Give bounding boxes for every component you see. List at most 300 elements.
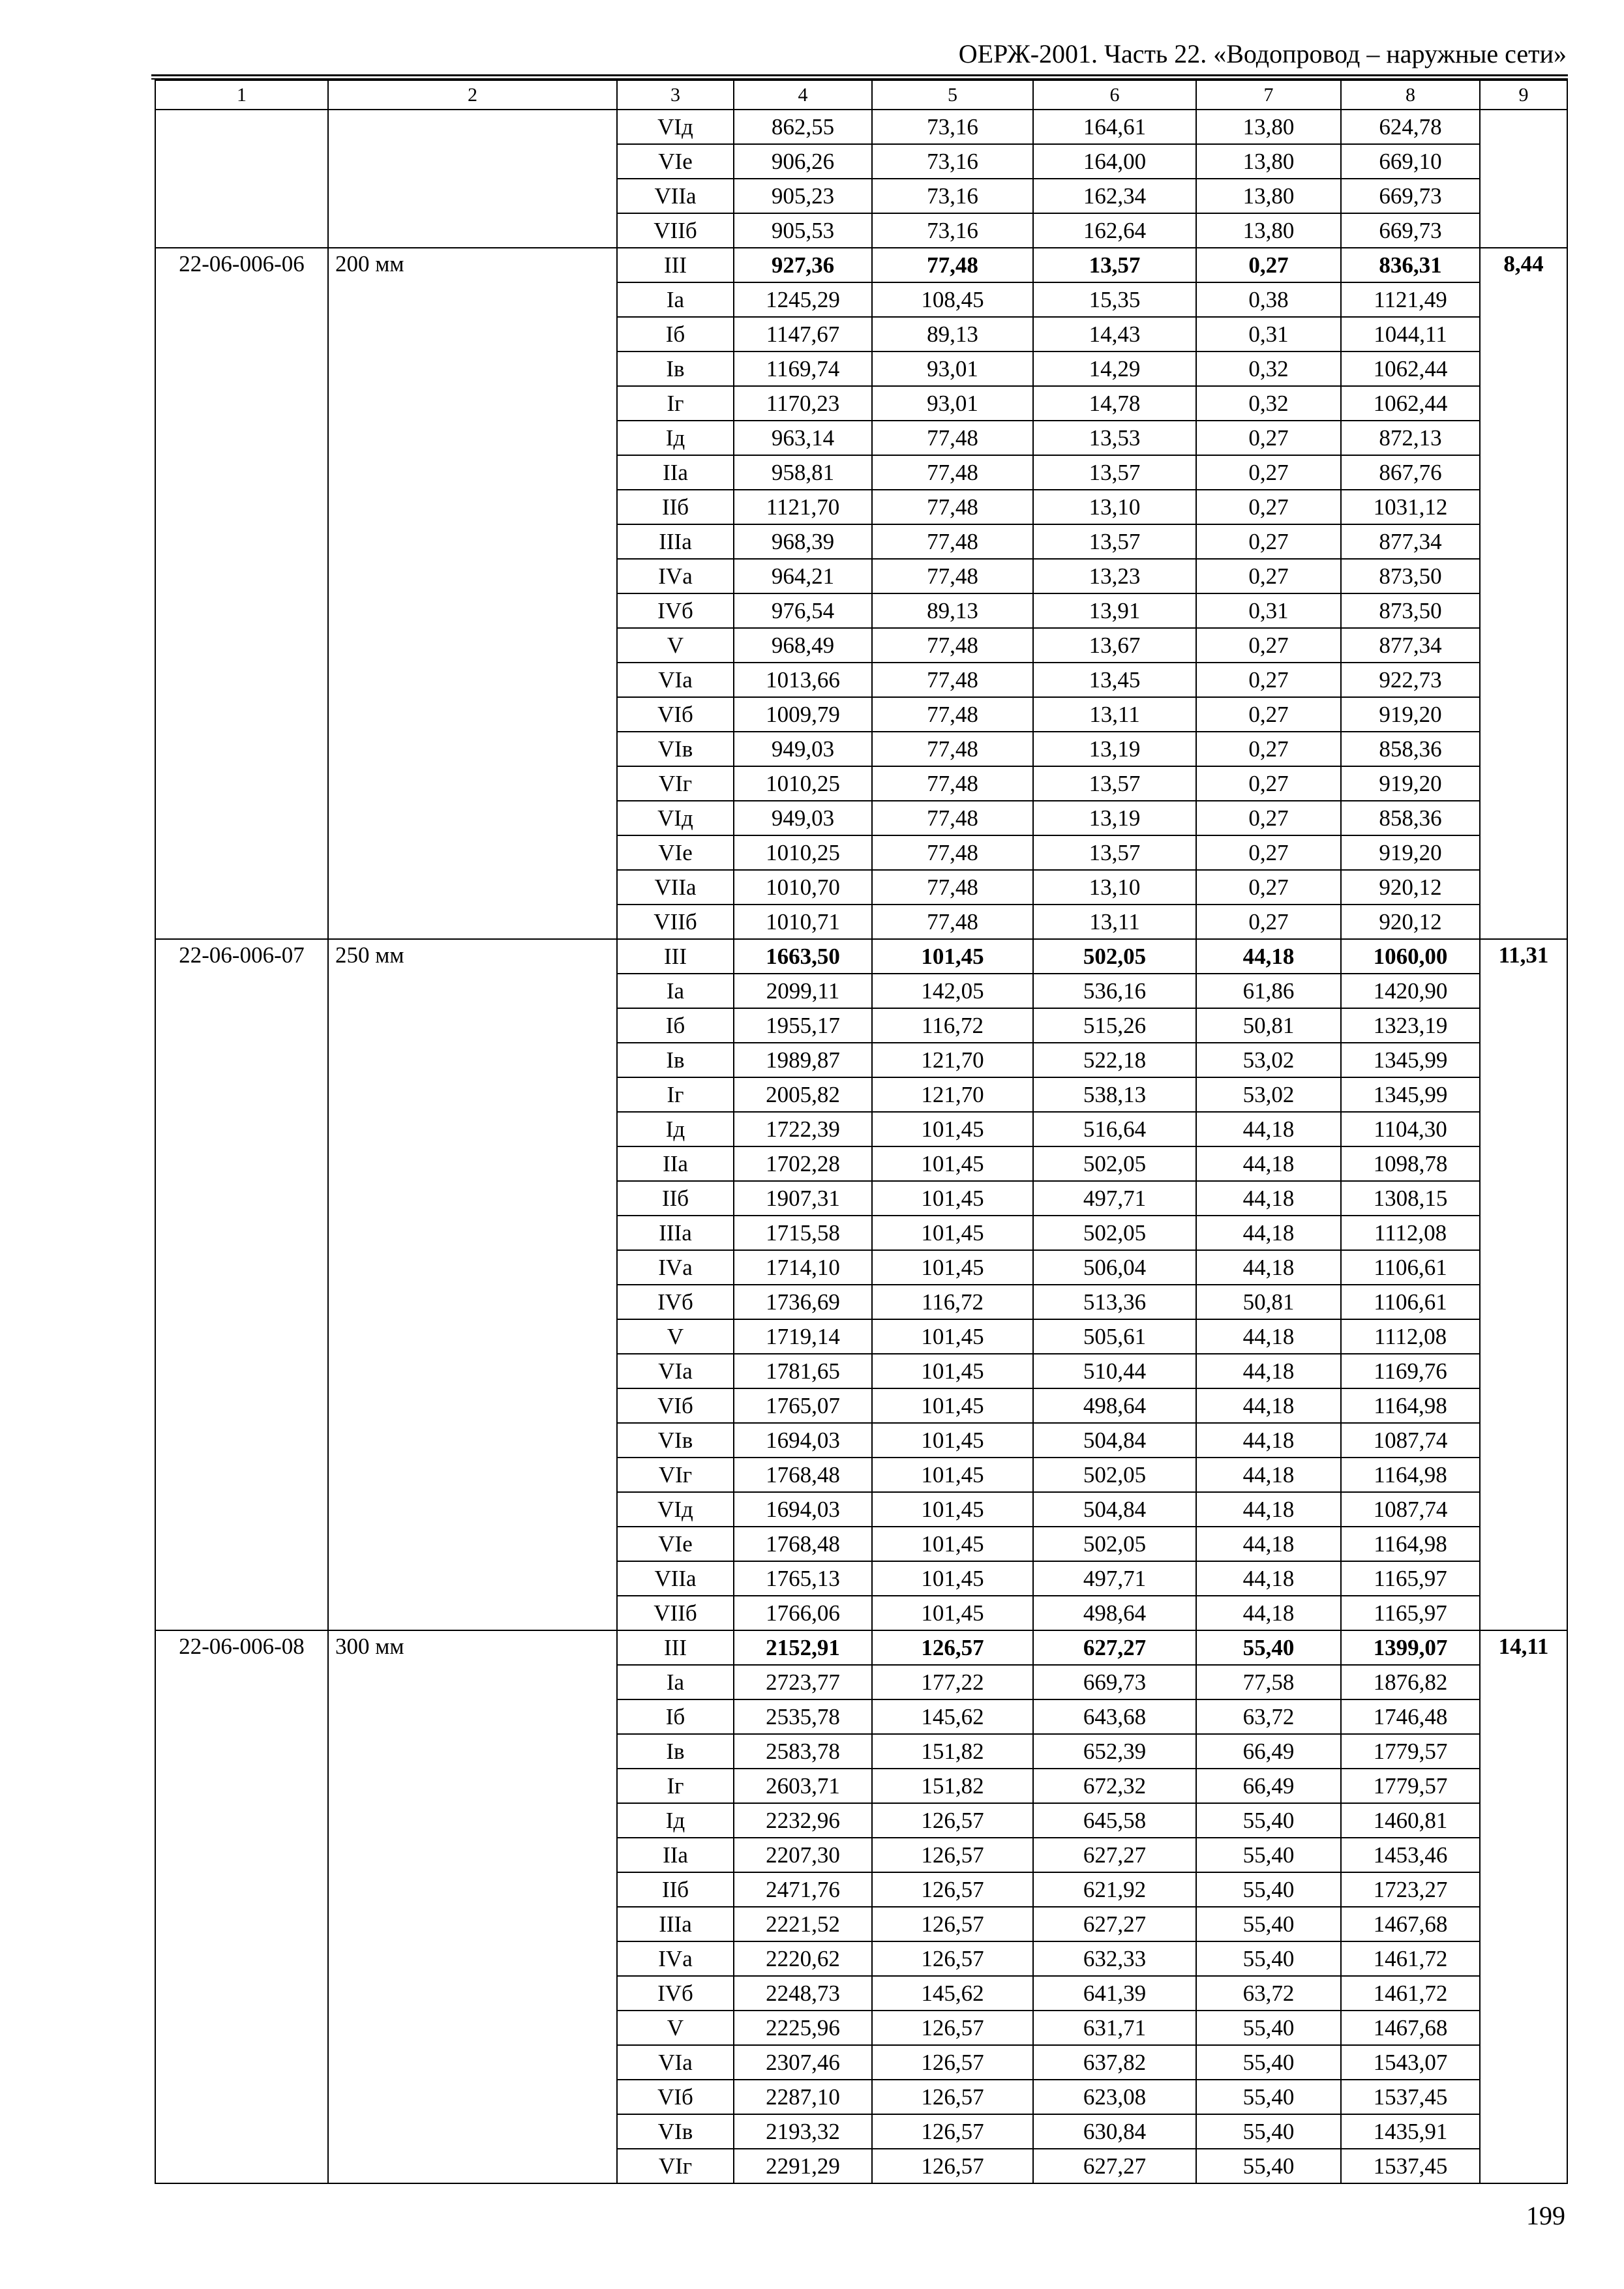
category-cell: VIв: [617, 2114, 734, 2149]
value-cell: 0,31: [1196, 593, 1341, 628]
category-cell: Iв: [617, 352, 734, 386]
value-cell: 2535,78: [734, 1699, 872, 1734]
value-cell: 1467,68: [1341, 1907, 1480, 1941]
category-cell: VIг: [617, 1458, 734, 1492]
category-cell: IVа: [617, 1941, 734, 1976]
value-cell: 1106,61: [1341, 1285, 1480, 1319]
value-cell: 55,40: [1196, 2045, 1341, 2080]
value-cell: 919,20: [1341, 835, 1480, 870]
value-cell: 919,20: [1341, 697, 1480, 732]
category-cell: VIIа: [617, 1561, 734, 1596]
column-number: 3: [617, 80, 734, 110]
value-cell: 506,04: [1033, 1250, 1196, 1285]
value-cell: 0,27: [1196, 490, 1341, 524]
value-cell: 949,03: [734, 801, 872, 835]
value-cell: 522,18: [1033, 1043, 1196, 1077]
value-cell: 14,43: [1033, 317, 1196, 352]
value-cell: 44,18: [1196, 1492, 1341, 1527]
value-cell: 976,54: [734, 593, 872, 628]
value-cell: 63,72: [1196, 1699, 1341, 1734]
category-cell: V: [617, 2011, 734, 2045]
value-cell: 126,57: [872, 2011, 1033, 2045]
value-cell: 504,84: [1033, 1423, 1196, 1458]
value-cell: 905,53: [734, 213, 872, 248]
value-cell: 13,57: [1033, 524, 1196, 559]
value-cell: 77,58: [1196, 1665, 1341, 1699]
value-cell: 77,48: [872, 835, 1033, 870]
value-cell: 1779,57: [1341, 1734, 1480, 1769]
value-cell: 2232,96: [734, 1803, 872, 1838]
value-cell: 502,05: [1033, 1146, 1196, 1181]
category-cell: VIе: [617, 1527, 734, 1561]
value-cell: 1087,74: [1341, 1492, 1480, 1527]
value-cell: 631,71: [1033, 2011, 1196, 2045]
category-cell: Iб: [617, 1008, 734, 1043]
value-cell: 1722,39: [734, 1112, 872, 1146]
value-cell: 1537,45: [1341, 2080, 1480, 2114]
value-cell: 14,29: [1033, 352, 1196, 386]
value-cell: 55,40: [1196, 1907, 1341, 1941]
category-cell: Iа: [617, 282, 734, 317]
value-cell: 55,40: [1196, 2149, 1341, 2183]
category-cell: IIа: [617, 1838, 734, 1872]
value-cell: 0,32: [1196, 386, 1341, 421]
value-cell: 1010,25: [734, 766, 872, 801]
value-cell: 2221,52: [734, 1907, 872, 1941]
value-cell: 0,27: [1196, 559, 1341, 593]
value-cell: 1165,97: [1341, 1596, 1480, 1630]
value-cell: 1121,70: [734, 490, 872, 524]
item-code: 22-06-006-06: [155, 248, 328, 939]
value-cell: 1781,65: [734, 1354, 872, 1388]
value-cell: 1062,44: [1341, 352, 1480, 386]
category-cell: VIд: [617, 1492, 734, 1527]
category-cell: Iд: [617, 1112, 734, 1146]
value-cell: 632,33: [1033, 1941, 1196, 1976]
category-cell: Iг: [617, 386, 734, 421]
value-cell: 623,08: [1033, 2080, 1196, 2114]
value-cell: 1989,87: [734, 1043, 872, 1077]
category-cell: Iб: [617, 1699, 734, 1734]
size-cell: [328, 110, 617, 248]
value-cell: 55,40: [1196, 1803, 1341, 1838]
value-cell: 949,03: [734, 732, 872, 766]
category-cell: VIб: [617, 2080, 734, 2114]
value-cell: 0,27: [1196, 697, 1341, 732]
value-cell: 15,35: [1033, 282, 1196, 317]
value-cell: 14,78: [1033, 386, 1196, 421]
category-cell: VIб: [617, 1388, 734, 1423]
value-cell: 1323,19: [1341, 1008, 1480, 1043]
value-cell: 1694,03: [734, 1423, 872, 1458]
value-cell: 919,20: [1341, 766, 1480, 801]
value-cell: 44,18: [1196, 1354, 1341, 1388]
value-cell: 73,16: [872, 213, 1033, 248]
value-cell: 1543,07: [1341, 2045, 1480, 2080]
value-cell: 836,31: [1341, 248, 1480, 282]
category-cell: IVб: [617, 593, 734, 628]
value-cell: 177,22: [872, 1665, 1033, 1699]
value-cell: 13,45: [1033, 663, 1196, 697]
value-cell: 126,57: [872, 1838, 1033, 1872]
value-cell: 162,64: [1033, 213, 1196, 248]
value-cell: 101,45: [872, 1181, 1033, 1216]
value-cell: 1876,82: [1341, 1665, 1480, 1699]
value-cell: 858,36: [1341, 732, 1480, 766]
value-cell: 0,38: [1196, 282, 1341, 317]
value-cell: 101,45: [872, 1423, 1033, 1458]
value-cell: 963,14: [734, 421, 872, 455]
page-number: 199: [1526, 2201, 1565, 2230]
value-cell: 101,45: [872, 1458, 1033, 1492]
value-cell: 77,48: [872, 766, 1033, 801]
value-cell: 126,57: [872, 2114, 1033, 2149]
value-cell: 13,80: [1196, 179, 1341, 213]
value-cell: 2193,32: [734, 2114, 872, 2149]
value-cell: 145,62: [872, 1976, 1033, 2011]
column-number: 2: [328, 80, 617, 110]
value-cell: 627,27: [1033, 1838, 1196, 1872]
total-cell: [1480, 110, 1567, 248]
table-row: [155, 1630, 1567, 1665]
category-cell: VIв: [617, 1423, 734, 1458]
value-cell: 145,62: [872, 1699, 1033, 1734]
category-cell: VIа: [617, 1354, 734, 1388]
value-cell: 73,16: [872, 144, 1033, 179]
value-cell: 1164,98: [1341, 1527, 1480, 1561]
value-cell: 1663,50: [734, 939, 872, 974]
value-cell: 905,23: [734, 179, 872, 213]
value-cell: 858,36: [1341, 801, 1480, 835]
value-cell: 505,61: [1033, 1319, 1196, 1354]
value-cell: 621,92: [1033, 1872, 1196, 1907]
value-cell: 13,57: [1033, 248, 1196, 282]
value-cell: 13,19: [1033, 801, 1196, 835]
category-cell: VIв: [617, 732, 734, 766]
value-cell: 126,57: [872, 1630, 1033, 1665]
value-cell: 1104,30: [1341, 1112, 1480, 1146]
value-cell: 1955,17: [734, 1008, 872, 1043]
value-cell: 142,05: [872, 974, 1033, 1008]
value-cell: 44,18: [1196, 1250, 1341, 1285]
value-cell: 77,48: [872, 732, 1033, 766]
value-cell: 922,73: [1341, 663, 1480, 697]
category-cell: VIд: [617, 110, 734, 144]
value-cell: 862,55: [734, 110, 872, 144]
value-cell: 1010,70: [734, 870, 872, 905]
value-cell: 1467,68: [1341, 2011, 1480, 2045]
pipe-diameter: 200 мм: [328, 248, 617, 939]
category-cell: VIе: [617, 835, 734, 870]
category-cell: VIд: [617, 801, 734, 835]
category-cell: IIIа: [617, 1907, 734, 1941]
category-cell: IIIа: [617, 524, 734, 559]
value-cell: 1714,10: [734, 1250, 872, 1285]
value-cell: 641,39: [1033, 1976, 1196, 2011]
category-cell: III: [617, 939, 734, 974]
column-number: 4: [734, 80, 872, 110]
value-cell: 0,27: [1196, 421, 1341, 455]
value-cell: 61,86: [1196, 974, 1341, 1008]
value-cell: 13,10: [1033, 870, 1196, 905]
category-cell: IIа: [617, 1146, 734, 1181]
value-cell: 1461,72: [1341, 1941, 1480, 1976]
value-cell: 1460,81: [1341, 1803, 1480, 1838]
value-cell: 1308,15: [1341, 1181, 1480, 1216]
value-cell: 968,39: [734, 524, 872, 559]
category-cell: IIб: [617, 1872, 734, 1907]
value-cell: 77,48: [872, 663, 1033, 697]
value-cell: 669,73: [1341, 213, 1480, 248]
value-cell: 645,58: [1033, 1803, 1196, 1838]
value-cell: 108,45: [872, 282, 1033, 317]
category-cell: IVб: [617, 1285, 734, 1319]
value-cell: 2291,29: [734, 2149, 872, 2183]
value-cell: 44,18: [1196, 1146, 1341, 1181]
value-cell: 77,48: [872, 455, 1033, 490]
category-cell: VIIб: [617, 1596, 734, 1630]
value-cell: 2471,76: [734, 1872, 872, 1907]
value-cell: 121,70: [872, 1043, 1033, 1077]
value-cell: 873,50: [1341, 593, 1480, 628]
value-cell: 0,27: [1196, 835, 1341, 870]
value-cell: 162,34: [1033, 179, 1196, 213]
column-number: 7: [1196, 80, 1341, 110]
value-cell: 627,27: [1033, 1907, 1196, 1941]
value-cell: 1694,03: [734, 1492, 872, 1527]
value-cell: 624,78: [1341, 110, 1480, 144]
value-cell: 50,81: [1196, 1008, 1341, 1043]
value-cell: 504,84: [1033, 1492, 1196, 1527]
category-cell: Iв: [617, 1043, 734, 1077]
value-cell: 672,32: [1033, 1769, 1196, 1803]
value-cell: 669,73: [1033, 1665, 1196, 1699]
value-cell: 1723,27: [1341, 1872, 1480, 1907]
category-cell: Iд: [617, 421, 734, 455]
header-rule-top: [151, 74, 1568, 76]
value-cell: 13,80: [1196, 110, 1341, 144]
value-cell: 502,05: [1033, 1527, 1196, 1561]
value-cell: 873,50: [1341, 559, 1480, 593]
value-cell: 877,34: [1341, 524, 1480, 559]
value-cell: 44,18: [1196, 1112, 1341, 1146]
value-cell: 101,45: [872, 1146, 1033, 1181]
category-cell: V: [617, 628, 734, 663]
value-cell: 116,72: [872, 1285, 1033, 1319]
value-cell: 1121,49: [1341, 282, 1480, 317]
value-cell: 0,27: [1196, 870, 1341, 905]
item-code: 22-06-006-08: [155, 1630, 328, 2183]
value-cell: 77,48: [872, 490, 1033, 524]
value-cell: 637,82: [1033, 2045, 1196, 2080]
category-cell: IIб: [617, 490, 734, 524]
value-cell: 2225,96: [734, 2011, 872, 2045]
value-cell: 13,80: [1196, 213, 1341, 248]
value-cell: 1010,71: [734, 905, 872, 939]
value-cell: 1768,48: [734, 1458, 872, 1492]
value-cell: 513,36: [1033, 1285, 1196, 1319]
value-cell: 1169,76: [1341, 1354, 1480, 1388]
value-cell: 126,57: [872, 1941, 1033, 1976]
value-cell: 126,57: [872, 2045, 1033, 2080]
value-cell: 55,40: [1196, 1838, 1341, 1872]
value-cell: 55,40: [1196, 1872, 1341, 1907]
value-cell: 1765,07: [734, 1388, 872, 1423]
value-cell: 2248,73: [734, 1976, 872, 2011]
value-cell: 920,12: [1341, 870, 1480, 905]
value-cell: 0,27: [1196, 905, 1341, 939]
value-cell: 13,80: [1196, 144, 1341, 179]
pipe-diameter: 250 мм: [328, 939, 617, 1630]
value-cell: 1164,98: [1341, 1458, 1480, 1492]
value-cell: 13,10: [1033, 490, 1196, 524]
value-cell: 1768,48: [734, 1527, 872, 1561]
value-cell: 101,45: [872, 1112, 1033, 1146]
value-cell: 968,49: [734, 628, 872, 663]
table-row: [155, 939, 1567, 974]
value-cell: 877,34: [1341, 628, 1480, 663]
value-cell: 1044,11: [1341, 317, 1480, 352]
value-cell: 53,02: [1196, 1043, 1341, 1077]
value-cell: 1715,58: [734, 1216, 872, 1250]
column-number: 8: [1341, 80, 1480, 110]
value-cell: 44,18: [1196, 939, 1341, 974]
value-cell: 164,00: [1033, 144, 1196, 179]
value-cell: 44,18: [1196, 1458, 1341, 1492]
value-cell: 1766,06: [734, 1596, 872, 1630]
value-cell: 2583,78: [734, 1734, 872, 1769]
table-row: [155, 110, 1567, 144]
category-cell: VIб: [617, 697, 734, 732]
value-cell: 73,16: [872, 179, 1033, 213]
category-cell: IVа: [617, 559, 734, 593]
value-cell: 630,84: [1033, 2114, 1196, 2149]
value-cell: 101,45: [872, 1250, 1033, 1285]
value-cell: 50,81: [1196, 1285, 1341, 1319]
page-header: ОЕРЖ-2001. Часть 22. «Водопровод – наружные сети»: [958, 39, 1567, 68]
value-cell: 1779,57: [1341, 1769, 1480, 1803]
total-value: 8,44: [1480, 248, 1567, 939]
category-cell: VIа: [617, 2045, 734, 2080]
value-cell: 13,53: [1033, 421, 1196, 455]
category-cell: Iа: [617, 974, 734, 1008]
table-body: [155, 80, 1567, 2183]
category-cell: VIа: [617, 663, 734, 697]
value-cell: 77,48: [872, 421, 1033, 455]
category-cell: VIг: [617, 2149, 734, 2183]
category-cell: VIIа: [617, 870, 734, 905]
value-cell: 0,27: [1196, 766, 1341, 801]
value-cell: 101,45: [872, 1388, 1033, 1423]
value-cell: 627,27: [1033, 2149, 1196, 2183]
value-cell: 669,73: [1341, 179, 1480, 213]
value-cell: 502,05: [1033, 1458, 1196, 1492]
value-cell: 1010,25: [734, 835, 872, 870]
value-cell: 920,12: [1341, 905, 1480, 939]
value-cell: 44,18: [1196, 1388, 1341, 1423]
value-cell: 44,18: [1196, 1181, 1341, 1216]
value-cell: 13,57: [1033, 835, 1196, 870]
value-cell: 0,27: [1196, 732, 1341, 766]
value-cell: 1736,69: [734, 1285, 872, 1319]
column-number: 9: [1480, 80, 1567, 110]
value-cell: 1453,46: [1341, 1838, 1480, 1872]
value-cell: 927,36: [734, 248, 872, 282]
value-cell: 2099,11: [734, 974, 872, 1008]
item-code: 22-06-006-07: [155, 939, 328, 1630]
value-cell: 867,76: [1341, 455, 1480, 490]
category-cell: III: [617, 1630, 734, 1665]
value-cell: 126,57: [872, 1907, 1033, 1941]
value-cell: 1345,99: [1341, 1077, 1480, 1112]
value-cell: 498,64: [1033, 1388, 1196, 1423]
value-cell: 1013,66: [734, 663, 872, 697]
value-cell: 55,40: [1196, 1941, 1341, 1976]
category-cell: Iд: [617, 1803, 734, 1838]
value-cell: 498,64: [1033, 1596, 1196, 1630]
value-cell: 77,48: [872, 248, 1033, 282]
value-cell: 1098,78: [1341, 1146, 1480, 1181]
value-cell: 1170,23: [734, 386, 872, 421]
value-cell: 1062,44: [1341, 386, 1480, 421]
value-cell: 1461,72: [1341, 1976, 1480, 2011]
value-cell: 1702,28: [734, 1146, 872, 1181]
value-cell: 77,48: [872, 697, 1033, 732]
value-cell: 906,26: [734, 144, 872, 179]
value-cell: 101,45: [872, 1596, 1033, 1630]
value-cell: 669,10: [1341, 144, 1480, 179]
category-cell: Iв: [617, 1734, 734, 1769]
value-cell: 2287,10: [734, 2080, 872, 2114]
value-cell: 652,39: [1033, 1734, 1196, 1769]
value-cell: 1112,08: [1341, 1319, 1480, 1354]
value-cell: 13,11: [1033, 697, 1196, 732]
category-cell: VIIб: [617, 213, 734, 248]
value-cell: 55,40: [1196, 2011, 1341, 2045]
value-cell: 13,57: [1033, 455, 1196, 490]
value-cell: 1165,97: [1341, 1561, 1480, 1596]
category-cell: IIа: [617, 455, 734, 490]
value-cell: 0,27: [1196, 801, 1341, 835]
value-cell: 1009,79: [734, 697, 872, 732]
value-cell: 1147,67: [734, 317, 872, 352]
value-cell: 1746,48: [1341, 1699, 1480, 1734]
value-cell: 66,49: [1196, 1734, 1341, 1769]
value-cell: 126,57: [872, 1872, 1033, 1907]
rates-table: [155, 80, 1568, 2184]
value-cell: 1087,74: [1341, 1423, 1480, 1458]
value-cell: 77,48: [872, 870, 1033, 905]
value-cell: 151,82: [872, 1769, 1033, 1803]
value-cell: 964,21: [734, 559, 872, 593]
value-cell: 55,40: [1196, 2080, 1341, 2114]
value-cell: 126,57: [872, 2080, 1033, 2114]
value-cell: 0,27: [1196, 663, 1341, 697]
category-cell: VIг: [617, 766, 734, 801]
value-cell: 55,40: [1196, 2114, 1341, 2149]
value-cell: 101,45: [872, 1561, 1033, 1596]
category-cell: VIе: [617, 144, 734, 179]
value-cell: 53,02: [1196, 1077, 1341, 1112]
value-cell: 1106,61: [1341, 1250, 1480, 1285]
value-cell: 13,67: [1033, 628, 1196, 663]
value-cell: 93,01: [872, 352, 1033, 386]
value-cell: 502,05: [1033, 1216, 1196, 1250]
value-cell: 1245,29: [734, 282, 872, 317]
value-cell: 44,18: [1196, 1596, 1341, 1630]
value-cell: 77,48: [872, 524, 1033, 559]
value-cell: 101,45: [872, 1216, 1033, 1250]
